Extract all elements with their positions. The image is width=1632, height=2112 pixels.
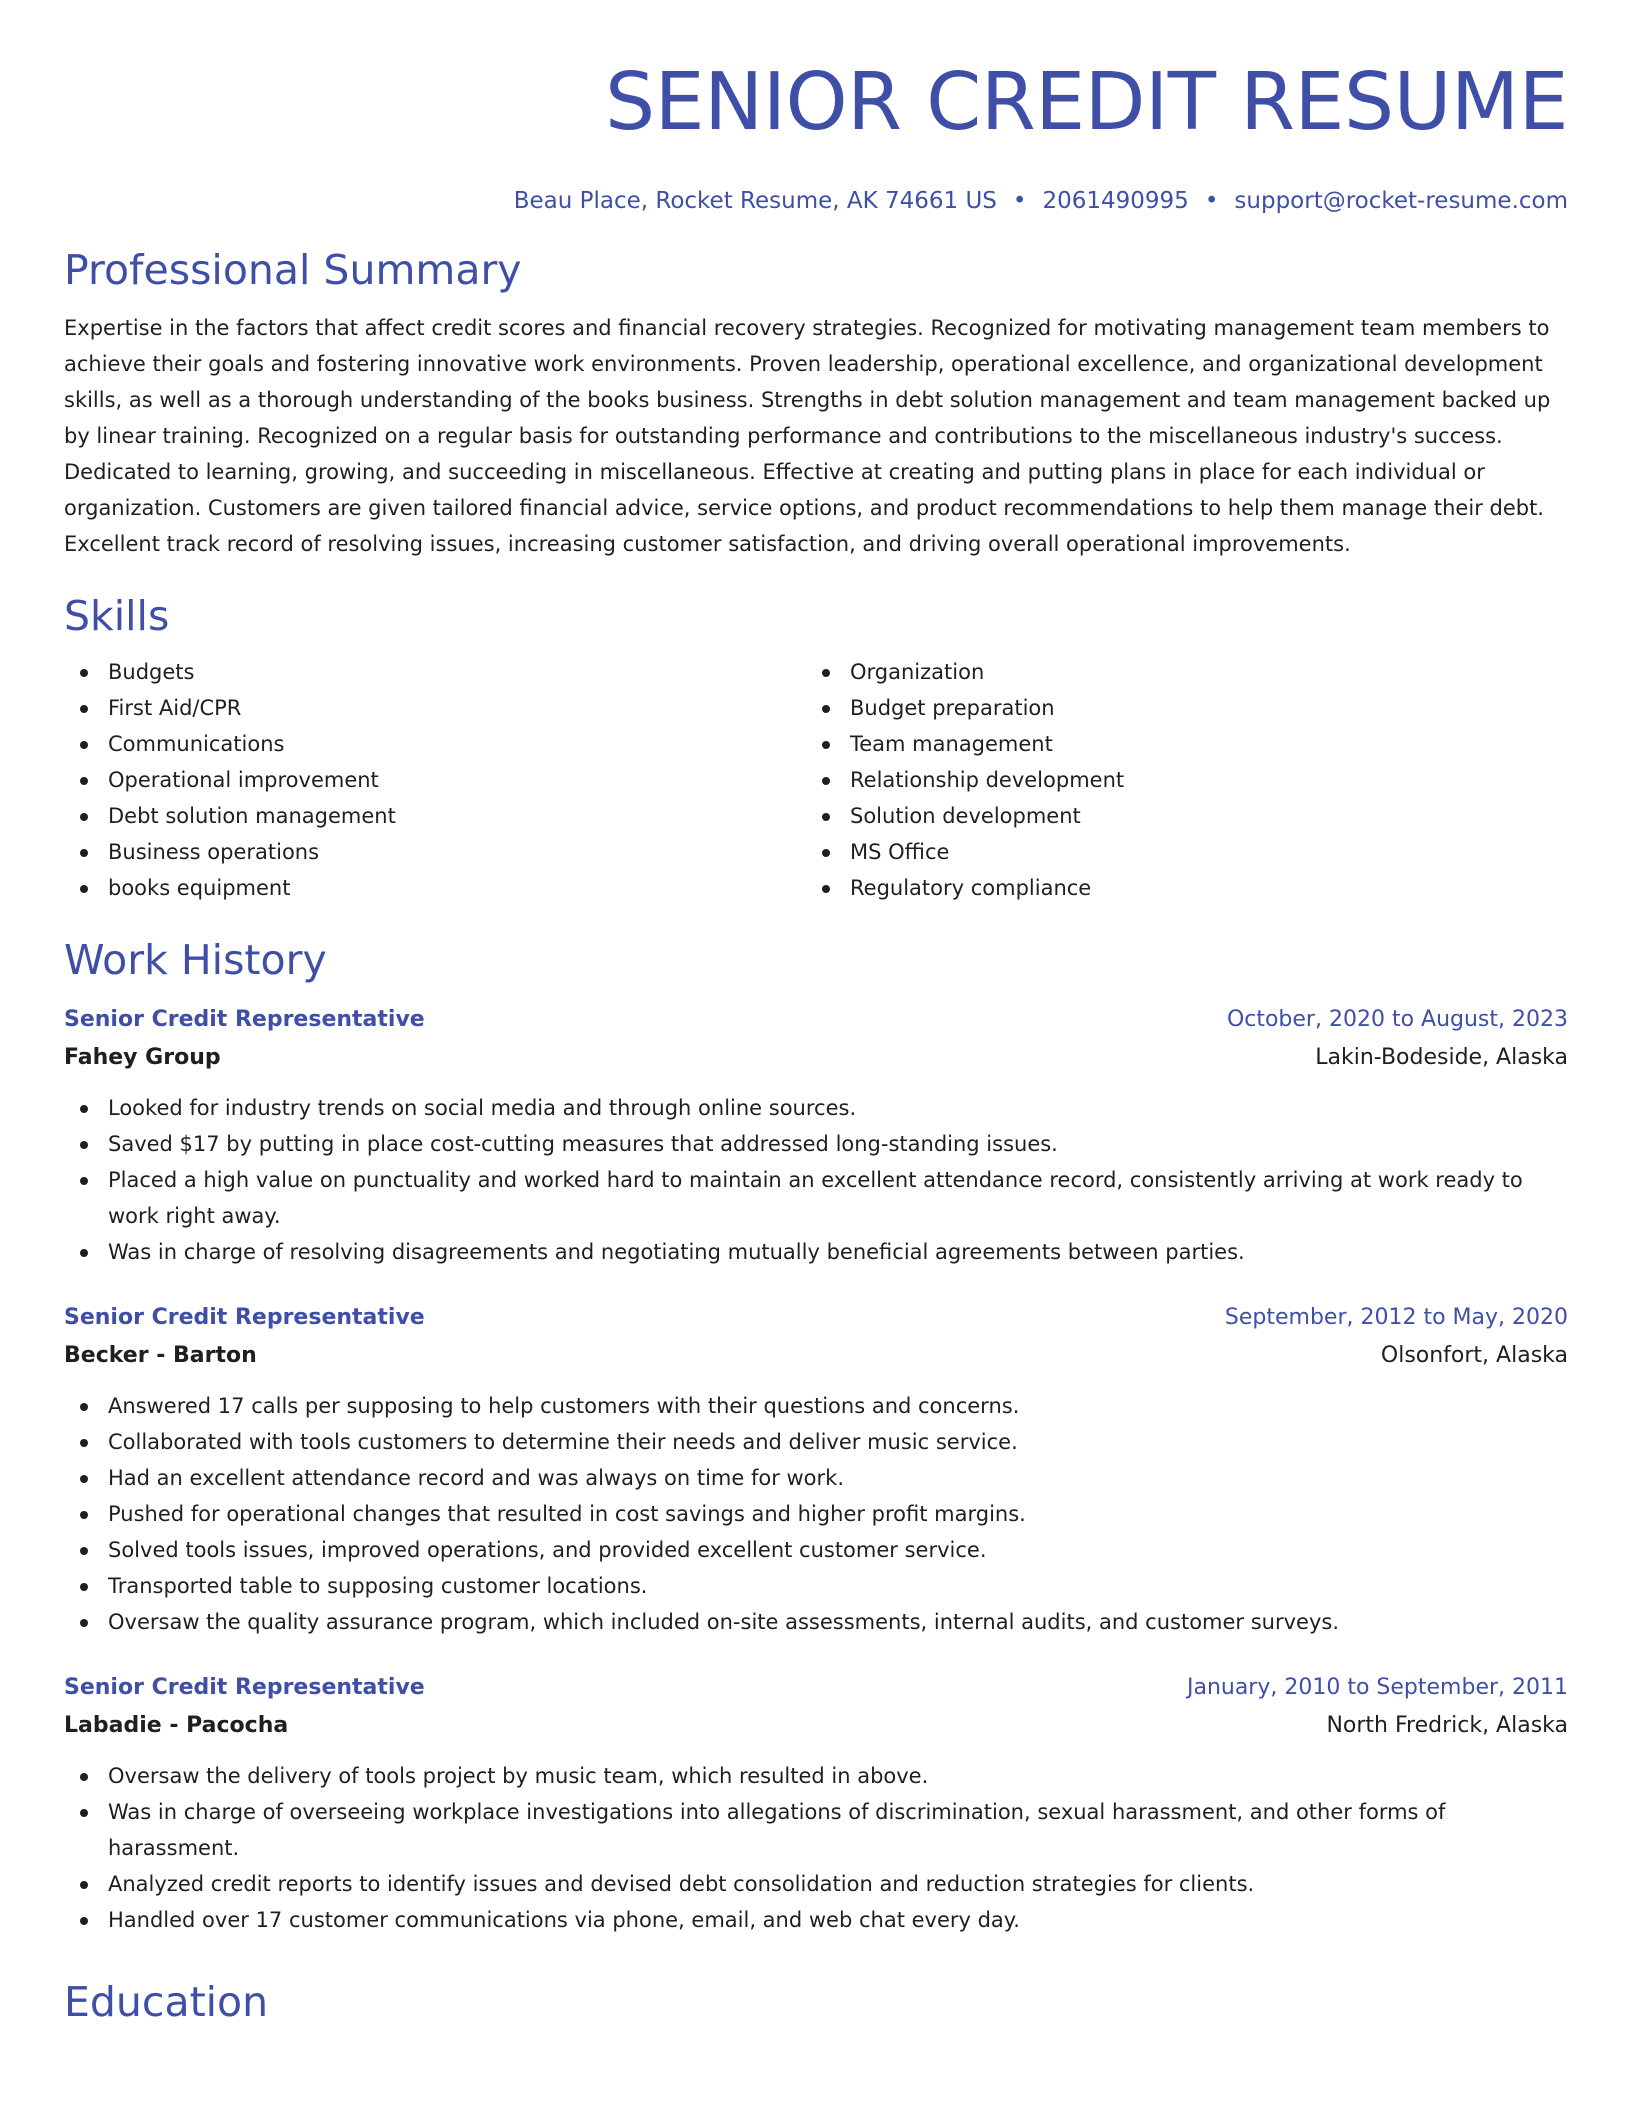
job-bullet: Answered 17 calls per supposing to help customers with their questions and concerns. [64,1388,1568,1424]
skill-item: Budgets [64,654,806,690]
job-bullet: Looked for industry trends on social media and through online sources. [64,1090,1568,1126]
job-location: North Fredrick, Alaska [1326,1713,1568,1738]
contact-separator: • [1012,188,1027,214]
skill-item: Business operations [64,834,806,870]
skill-item: Organization [806,654,1548,690]
job-company: Labadie - Pacocha [64,1713,289,1738]
job-title: Senior Credit Representative [64,1007,425,1032]
job-bullets [64,1090,1568,1270]
job-entry [64,1300,1568,1640]
skill-item: books equipment [64,870,806,906]
job-bullet: Oversaw the delivery of tools project by music team, which resulted in above. [64,1758,1568,1794]
job-header-row [64,1002,1568,1038]
work-history-heading: Work History [64,936,327,984]
job-company: Becker - Barton [64,1343,257,1368]
job-bullet: Oversaw the quality assurance program, which included on-site assessments, internal audits, and customer surveys. [64,1604,1568,1640]
job-title: Senior Credit Representative [64,1675,425,1700]
contact-phone: 2061490995 [1042,188,1189,214]
skill-item: Budget preparation [806,690,1548,726]
contact-separator: • [1204,188,1219,214]
job-bullet: Had an excellent attendance record and was always on time for work. [64,1460,1568,1496]
job-bullet: Handled over 17 customer communications via phone, email, and web chat every day. [64,1902,1568,1938]
job-bullet: Was in charge of resolving disagreements and negotiating mutually beneficial agreements between parties. [64,1234,1568,1270]
job-company-row [64,1706,1568,1746]
job-company-row [64,1336,1568,1376]
job-bullets [64,1388,1568,1640]
education-heading: Education [64,1978,269,2026]
skill-item: First Aid/CPR [64,690,806,726]
resume-title: SENIOR CREDIT RESUME [605,56,1568,148]
resume-page [64,0,1568,2028]
job-bullet: Placed a high value on punctuality and worked hard to maintain an excellent attendance record, consistently arriving at work ready to work right away. [64,1162,1568,1234]
job-title: Senior Credit Representative [64,1305,425,1330]
job-bullet: Collaborated with tools customers to determine their needs and deliver music service. [64,1424,1568,1460]
skill-item: Regulatory compliance [806,870,1548,906]
job-entry [64,1670,1568,1938]
contact-address: Beau Place, Rocket Resume, AK 74661 US [513,188,997,214]
job-dates: January, 2010 to September, 2011 [1186,1675,1568,1700]
job-location: Olsonfort, Alaska [1380,1343,1568,1368]
summary-text: Expertise in the factors that affect credit scores and financial recovery strategies. Recognized for motivating management team members to achieve their goals and fostering innovative work environments. Proven leadership, operational excellence, and organizational development skills, as well as a thorough understanding of the books business. Strengths in debt solution management and team management backed up by linear training. Recognized on a regular basis for outstanding performance and contributions to the miscellaneous industry's success. Dedicated to learning, growing, and succeeding in miscellaneous. Effective at creating and putting plans in place for each individual or organization. Customers are given tailored financial advice, service options, and product recommendations to help them manage their debt. Excellent track record of resolving issues, increasing customer satisfaction, and driving overall operational improvements. [64,316,1551,556]
job-company: Fahey Group [64,1045,221,1070]
job-location: Lakin-Bodeside, Alaska [1315,1045,1568,1070]
skill-item: Team management [806,726,1548,762]
skill-item: Solution development [806,798,1548,834]
resume-header [64,52,1568,216]
job-bullet: Transported table to supposing customer locations. [64,1568,1568,1604]
skills-heading: Skills [64,592,170,640]
job-bullets [64,1758,1568,1938]
job-bullet: Analyzed credit reports to identify issues and devised debt consolidation and reduction strategies for clients. [64,1866,1568,1902]
contact-email[interactable]: support@rocket-resume.com [1234,188,1568,214]
skill-item: Operational improvement [64,762,806,798]
job-header-row [64,1670,1568,1706]
skills-column-left [64,654,806,906]
job-bullet: Saved $17 by putting in place cost-cutting measures that addressed long-standing issues. [64,1126,1568,1162]
skills-list [64,654,1568,906]
skill-item: Relationship development [806,762,1548,798]
job-dates: October, 2020 to August, 2023 [1226,1007,1568,1032]
skill-item: MS Office [806,834,1548,870]
job-dates: September, 2012 to May, 2020 [1224,1305,1568,1330]
job-bullet: Was in charge of overseeing workplace investigations into allegations of discrimination, sexual harassment, and other forms of harassment. [64,1794,1568,1866]
job-company-row [64,1038,1568,1078]
job-bullet: Solved tools issues, improved operations, and provided excellent customer service. [64,1532,1568,1568]
job-entry [64,1002,1568,1270]
job-header-row [64,1300,1568,1336]
summary-heading: Professional Summary [64,246,522,294]
job-bullet: Pushed for operational changes that resulted in cost savings and higher profit margins. [64,1496,1568,1532]
skills-column-right [806,654,1548,906]
contact-line [64,186,1568,216]
skill-item: Communications [64,726,806,762]
skill-item: Debt solution management [64,798,806,834]
